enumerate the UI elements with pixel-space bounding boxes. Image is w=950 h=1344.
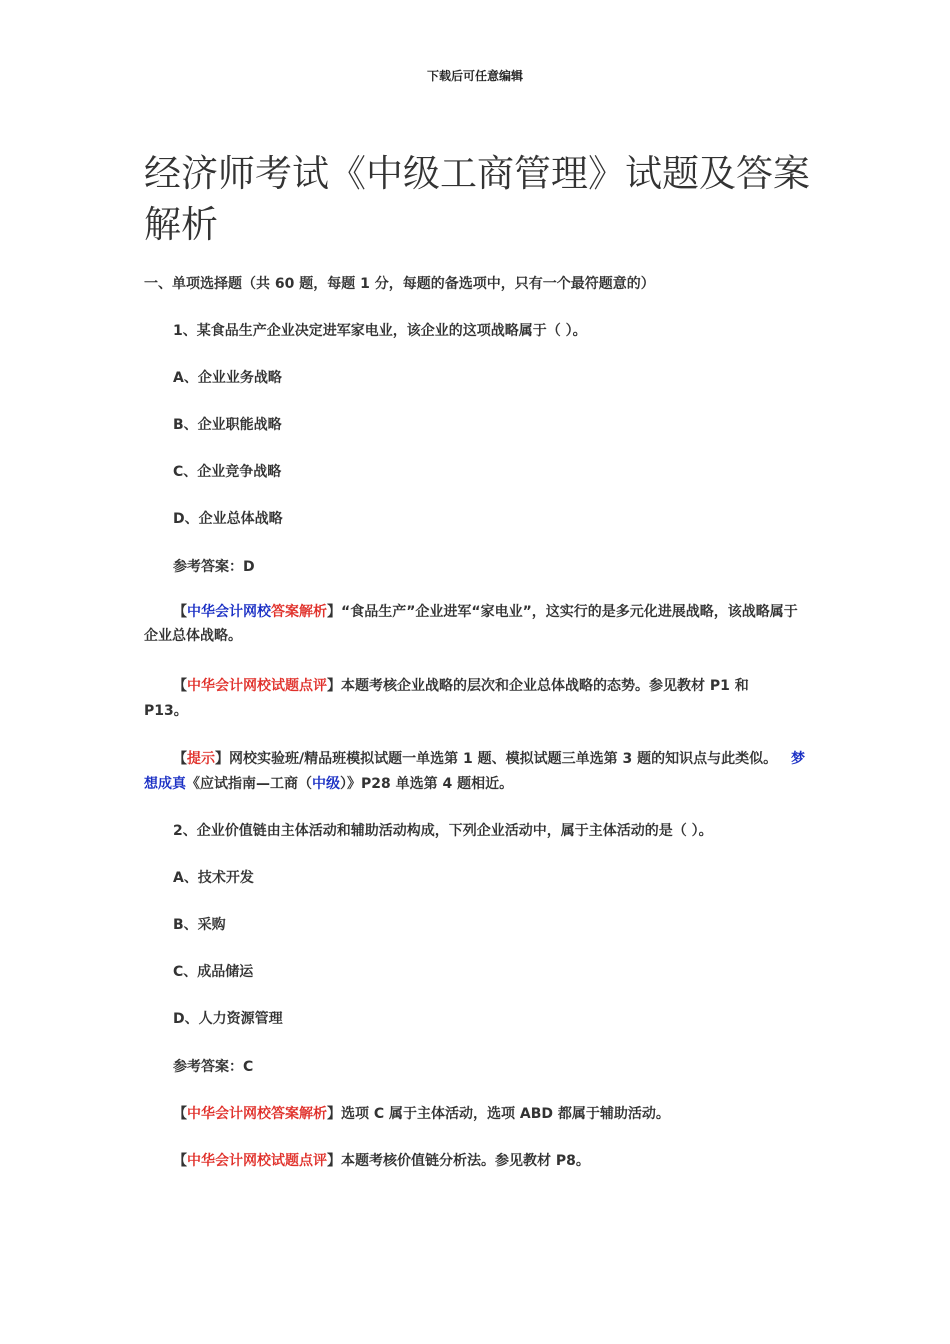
question-1-review-line1: 【中华会计网校试题点评】本题考核企业战略的层次和企业总体战略的态势。参见教材 P1 和 [173,678,749,694]
question-1-option-c: C、企业竞争战略 [173,464,282,480]
analysis-tag: 答案解析 [271,604,327,620]
analysis-text: “食品生产”企业进军“家电业”，这实行的是多元化进展战略，该战略属于企业总体战略。 [144,604,798,644]
question-1-tip-line2: 想成真《应试指南—工商（中级）》P28 单选第 4 题相近。 [144,776,514,792]
question-2-stem: 2、企业价值链由主体活动和辅助活动构成，下列企业活动中，属于主体活动的是（ ）。 [173,823,713,839]
question-1-option-a: A、企业业务战略 [173,370,282,386]
analysis-text: 选项 C 属于主体活动，选项 ABD 都属于辅助活动。 [341,1106,670,1122]
question-2-review: 【中华会计网校试题点评】本题考核价值链分析法。参见教材 P8。 [173,1153,590,1169]
level-link[interactable]: 中级 [312,776,340,792]
question-2-analysis: 【中华会计网校答案解析】选项 C 属于主体活动，选项 ABD 都属于辅助活动。 [173,1106,670,1122]
review-text: 本题考核价值链分析法。参见教材 P8。 [341,1153,590,1169]
dream-link-part2[interactable]: 想成真 [144,776,186,792]
header-note: 下载后可任意编辑 [426,69,523,83]
analysis-tag: 中华会计网校答案解析 [187,1106,327,1122]
question-1-tip-line1: 【提示】网校实验班/精品班模拟试题一单选第 1 题、模拟试题三单选第 3 题的知识点与此类似。 [173,751,778,767]
tip-text: 网校实验班/精品班模拟试题一单选第 1 题、模拟试题三单选第 3 题的知识点与此类似。 [229,751,778,767]
question-2-option-a: A、技术开发 [173,870,254,886]
question-1-option-d: D、企业总体战略 [173,511,283,527]
tip-tag: 提示 [187,751,215,767]
question-2-option-d: D、人力资源管理 [173,1011,283,1027]
dream-link-part1[interactable]: 梦 [791,751,805,767]
question-1-stem: 1、某食品生产企业决定进军家电业，该企业的这项战略属于（ ）。 [173,323,587,339]
question-2-option-c: C、成品储运 [173,964,254,980]
section-heading: 一、单项选择题（共 60 题，每题 1 分，每题的备选项中，只有一个最符题意的） [144,276,655,292]
question-1-answer: 参考答案：D [173,559,255,575]
review-tag: 中华会计网校试题点评 [187,678,327,694]
source-link[interactable]: 中华会计网校 [187,604,271,620]
question-2-answer: 参考答案：C [173,1059,254,1075]
question-1-review-line2: P13。 [144,703,188,719]
review-text: 本题考核企业战略的层次和企业总体战略的态势。参见教材 P1 和 [341,678,749,694]
question-1-option-b: B、企业职能战略 [173,417,282,433]
review-tag: 中华会计网校试题点评 [187,1153,327,1169]
question-1-analysis: 【中华会计网校答案解析】“食品生产”企业进军“家电业”，这实行的是多元化进展战略，该战略属于企业总体战略。 [144,604,798,644]
question-2-option-b: B、采购 [173,917,226,933]
document-title: 经济师考试《中级工商管理》试题及答案解析 [144,152,810,246]
